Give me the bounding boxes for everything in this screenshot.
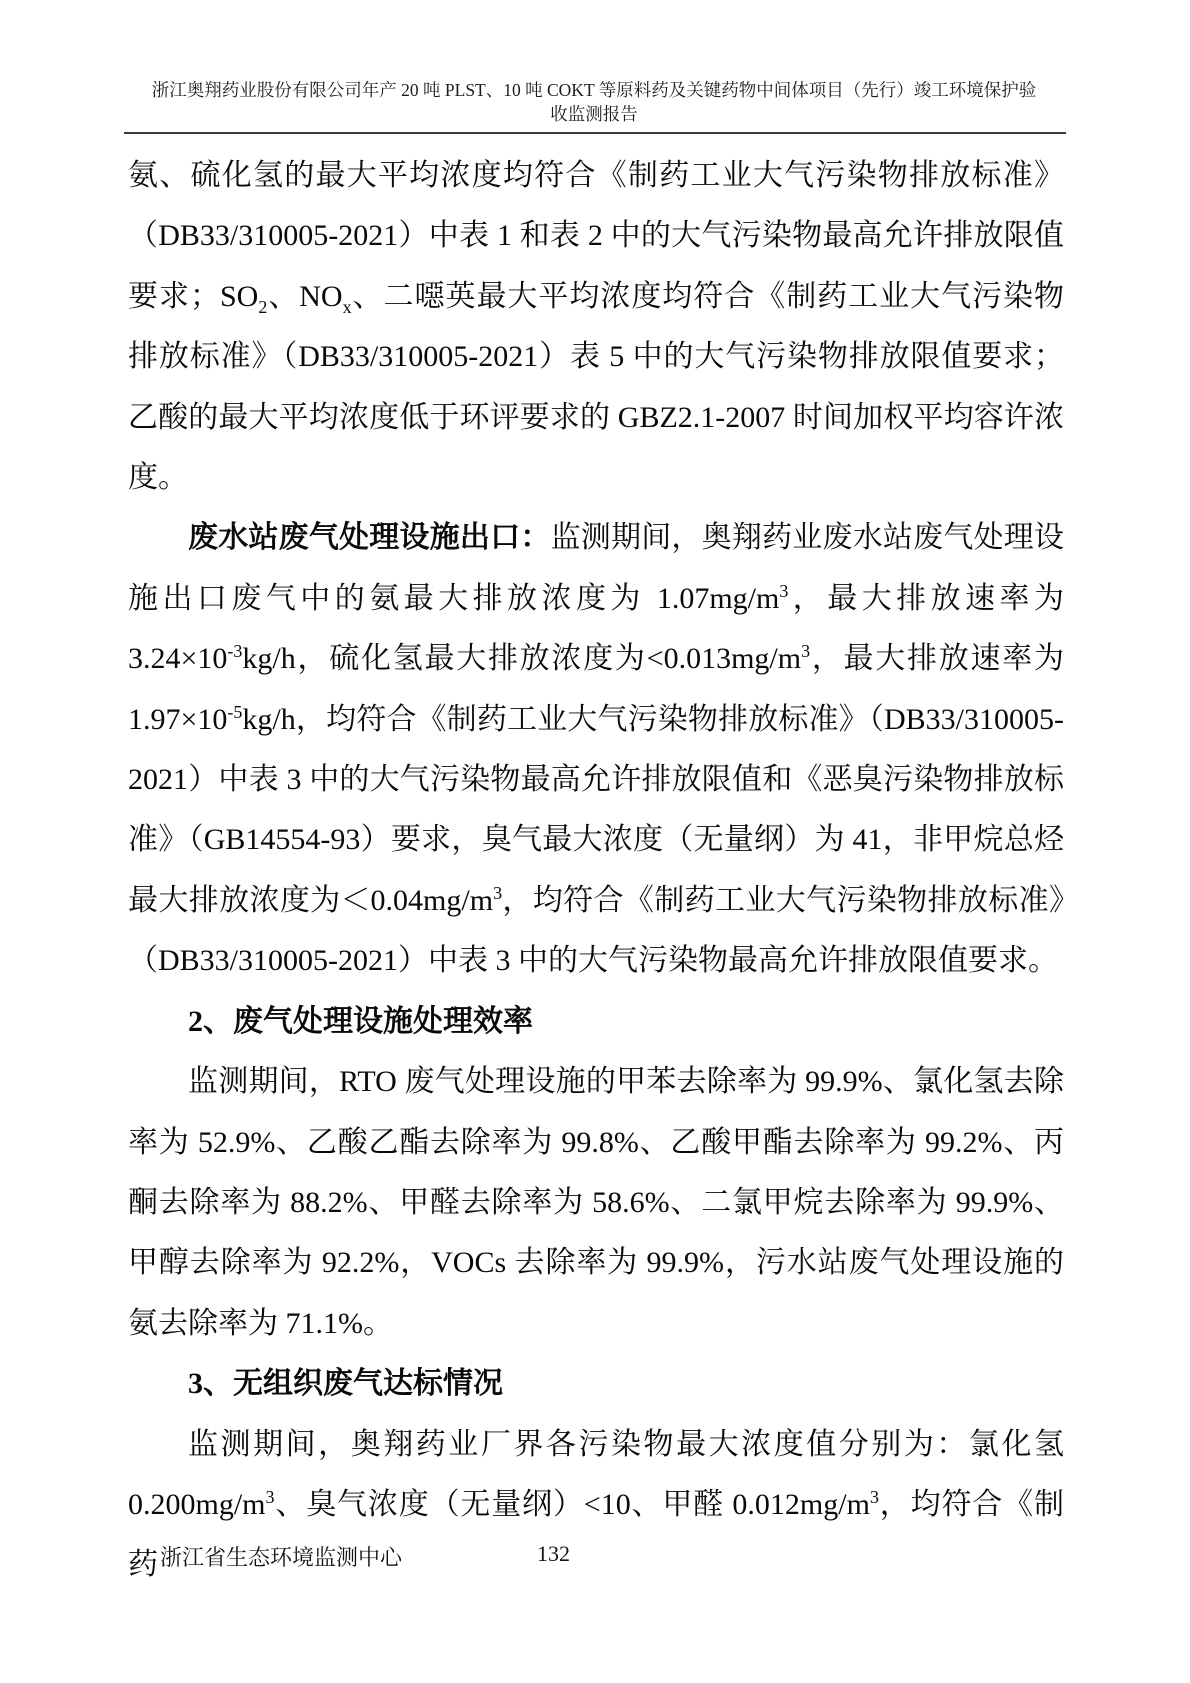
text-segment: -5 [227, 701, 243, 722]
text-segment: 、二噁英最大平均浓度均符合《制药工业大气污染物排放标准》（DB33/310005-2021）表 5 中的大气污染物排放限值要求；乙酸的最大平均浓度低于环评要求的 GBZ2.1-2007 时间加权平均容许浓度。 [128, 279, 1064, 495]
paragraph [128, 1052, 1064, 1354]
text-segment: kg/h，硫化氢最大排放浓度为<0.013mg/m [242, 642, 802, 676]
header-title-line2: 收监测报告 [550, 104, 638, 124]
paragraph [128, 1354, 1064, 1414]
text-segment: ，最大排放速率为 3.24×10 [128, 581, 1064, 676]
text-segment: 监测期间，奥翔药业废水站废气处理设施出口废气中的氨最大排放浓度为 1.07mg/m [128, 521, 1065, 615]
paragraph [128, 508, 1064, 991]
text-segment: 2 [258, 296, 268, 317]
text-segment: 3 [265, 1486, 275, 1507]
text-segment: 3 [801, 641, 811, 662]
page-header [122, 78, 1066, 126]
text-segment: ，均符合《制药 [128, 1487, 1064, 1582]
header-title-line1: 浙江奥翔药业股份有限公司年产 20 吨 PLST、10 吨 COKT 等原料药及关键药物中间体项目（先行）竣工环境保护验 [151, 80, 1037, 100]
text-segment: kg/h，均符合《制药工业大气污染物排放标准》（DB33/310005-2021）中表 3 中的大气污染物最高允许排放限值和《恶臭污染物排放标准》（GB14554-93）要求，臭气最大浓度（无量纲）为 41，非甲烷总烃最大排放浓度为＜0.04mg/m [128, 702, 1064, 917]
text-segment: 、臭气浓度（无量纲）<10、甲醛 0.012mg/m [274, 1487, 870, 1521]
text-segment: ，均符合《制药工业大气污染物排放标准》（DB33/310005-2021）中表 3 中的大气污染物最高允许排放限值要求。 [128, 883, 1064, 978]
paragraph [128, 992, 1064, 1052]
text-segment: 废水站废气处理设施出口： [188, 521, 551, 555]
body-content [128, 146, 1064, 1596]
text-segment: 2、废气处理设施处理效率 [188, 1004, 533, 1038]
text-segment: 3 [493, 882, 503, 903]
text-segment: 3 [869, 1486, 879, 1507]
text-segment: 监测期间，RTO 废气处理设施的甲苯去除率为 99.9%、氯化氢去除率为 52.9%、乙酸乙酯去除率为 99.8%、乙酸甲酯去除率为 99.2%、丙酮去除率为 88.2%、甲醛去除率为 58.6%、二氯甲烷去除率为 99.9%、甲醇去除率为 92.2%，VOCs 去除率为 99.9%，污水站废气处理设施的氨去除率为 71.1%。 [128, 1065, 1064, 1340]
paragraph [128, 146, 1064, 508]
text-segment: 监测期间，奥翔药业厂界各污染物最大浓度值分别为：氯化氢 0.200mg/m [128, 1427, 1064, 1521]
text-segment: 3 [779, 580, 789, 601]
text-segment: -3 [227, 641, 243, 662]
text-segment: x [342, 296, 352, 317]
header-divider [124, 132, 1066, 134]
footer-organization: 浙江省生态环境监测中心 [160, 1545, 403, 1570]
footer-page-number: 132 [537, 1541, 570, 1566]
text-segment: 3、无组织废气达标情况 [188, 1367, 503, 1401]
text-segment: ，最大排放速率为 1.97×10 [128, 642, 1065, 736]
text-segment: 氨、硫化氢的最大平均浓度均符合《制药工业大气污染物排放标准》（DB33/310005-2021）中表 1 和表 2 中的大气污染物最高允许排放限值要求；SO [128, 159, 1064, 313]
text-segment: 、NO [267, 279, 343, 313]
